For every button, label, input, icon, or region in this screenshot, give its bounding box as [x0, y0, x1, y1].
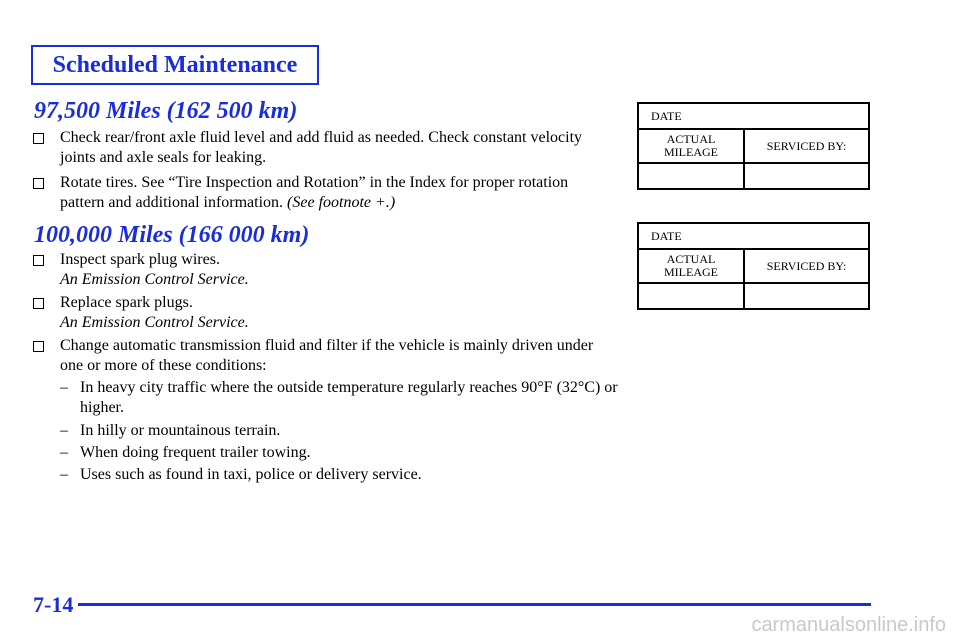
mileage-label-line1: ACTUAL	[666, 252, 716, 266]
dash-bullet: –	[60, 444, 68, 461]
mileage-label-line2: MILEAGE	[664, 145, 718, 159]
actual-mileage-label	[638, 129, 744, 163]
checkbox-icon[interactable]	[33, 255, 44, 266]
page-number: 7-14	[33, 592, 74, 617]
mileage-entry-cell[interactable]	[638, 283, 744, 309]
footer-rule	[78, 603, 871, 606]
checkbox-icon[interactable]	[33, 341, 44, 352]
dash-bullet: –	[60, 422, 68, 439]
dash-bullet: –	[60, 379, 68, 396]
section-header	[31, 45, 319, 85]
service-record-table-97500	[637, 102, 870, 190]
checklist-item	[33, 336, 613, 376]
condition-text: In hilly or mountainous terrain.	[80, 422, 281, 439]
date-label: DATE	[638, 223, 869, 249]
item-text: Replace spark plugs.	[60, 294, 193, 311]
checklist-item	[33, 173, 613, 213]
service-record-table-100000	[637, 222, 870, 310]
item-text: Change automatic transmission fluid and filter if the vehicle is mainly driven under one or more of these conditions:	[60, 337, 594, 374]
header-title: Scheduled Maintenance	[52, 51, 298, 78]
item-text-main: Rotate tires. See “Tire Inspection and Rotation” in the Index for proper rotation pattern and additional information.	[60, 174, 569, 211]
item-text	[60, 173, 613, 213]
condition-text: Uses such as found in taxi, police or delivery service.	[80, 466, 422, 483]
condition-text: In heavy city traffic where the outside temperature regularly reaches 90°F (32°C) or higher.	[80, 379, 618, 416]
section-title-100000: 100,000 Miles (166 000 km)	[34, 222, 310, 248]
emission-note: An Emission Control Service.	[60, 314, 249, 331]
item-text: Check rear/front axle fluid level and add fluid as needed. Check constant velocity joints and axle seals for leaking.	[60, 129, 583, 166]
condition-item	[60, 378, 620, 418]
checkbox-icon[interactable]	[33, 133, 44, 144]
serviced-by-entry-cell[interactable]	[744, 163, 869, 189]
serviced-by-label: SERVICED BY:	[744, 249, 869, 283]
condition-item	[60, 421, 620, 441]
checklist-item	[33, 293, 613, 333]
section-title-97500: 97,500 Miles (162 500 km)	[34, 98, 298, 124]
serviced-by-label: SERVICED BY:	[744, 129, 869, 163]
mileage-entry-cell[interactable]	[638, 163, 744, 189]
emission-note: An Emission Control Service.	[60, 271, 249, 288]
footnote-reference: (See footnote +.)	[287, 194, 396, 211]
dash-bullet: –	[60, 466, 68, 483]
mileage-label-line1: ACTUAL	[666, 132, 716, 146]
checklist-item	[33, 128, 613, 168]
condition-item	[60, 443, 620, 463]
item-text: Inspect spark plug wires.	[60, 251, 220, 268]
actual-mileage-label	[638, 249, 744, 283]
watermark: carmanualsonline.info	[751, 614, 946, 636]
serviced-by-entry-cell[interactable]	[744, 283, 869, 309]
checkbox-icon[interactable]	[33, 298, 44, 309]
mileage-label-line2: MILEAGE	[664, 265, 718, 279]
checkbox-icon[interactable]	[33, 178, 44, 189]
checklist-item	[33, 250, 613, 290]
condition-item	[60, 465, 620, 485]
date-label: DATE	[638, 103, 869, 129]
condition-text: When doing frequent trailer towing.	[80, 444, 311, 461]
